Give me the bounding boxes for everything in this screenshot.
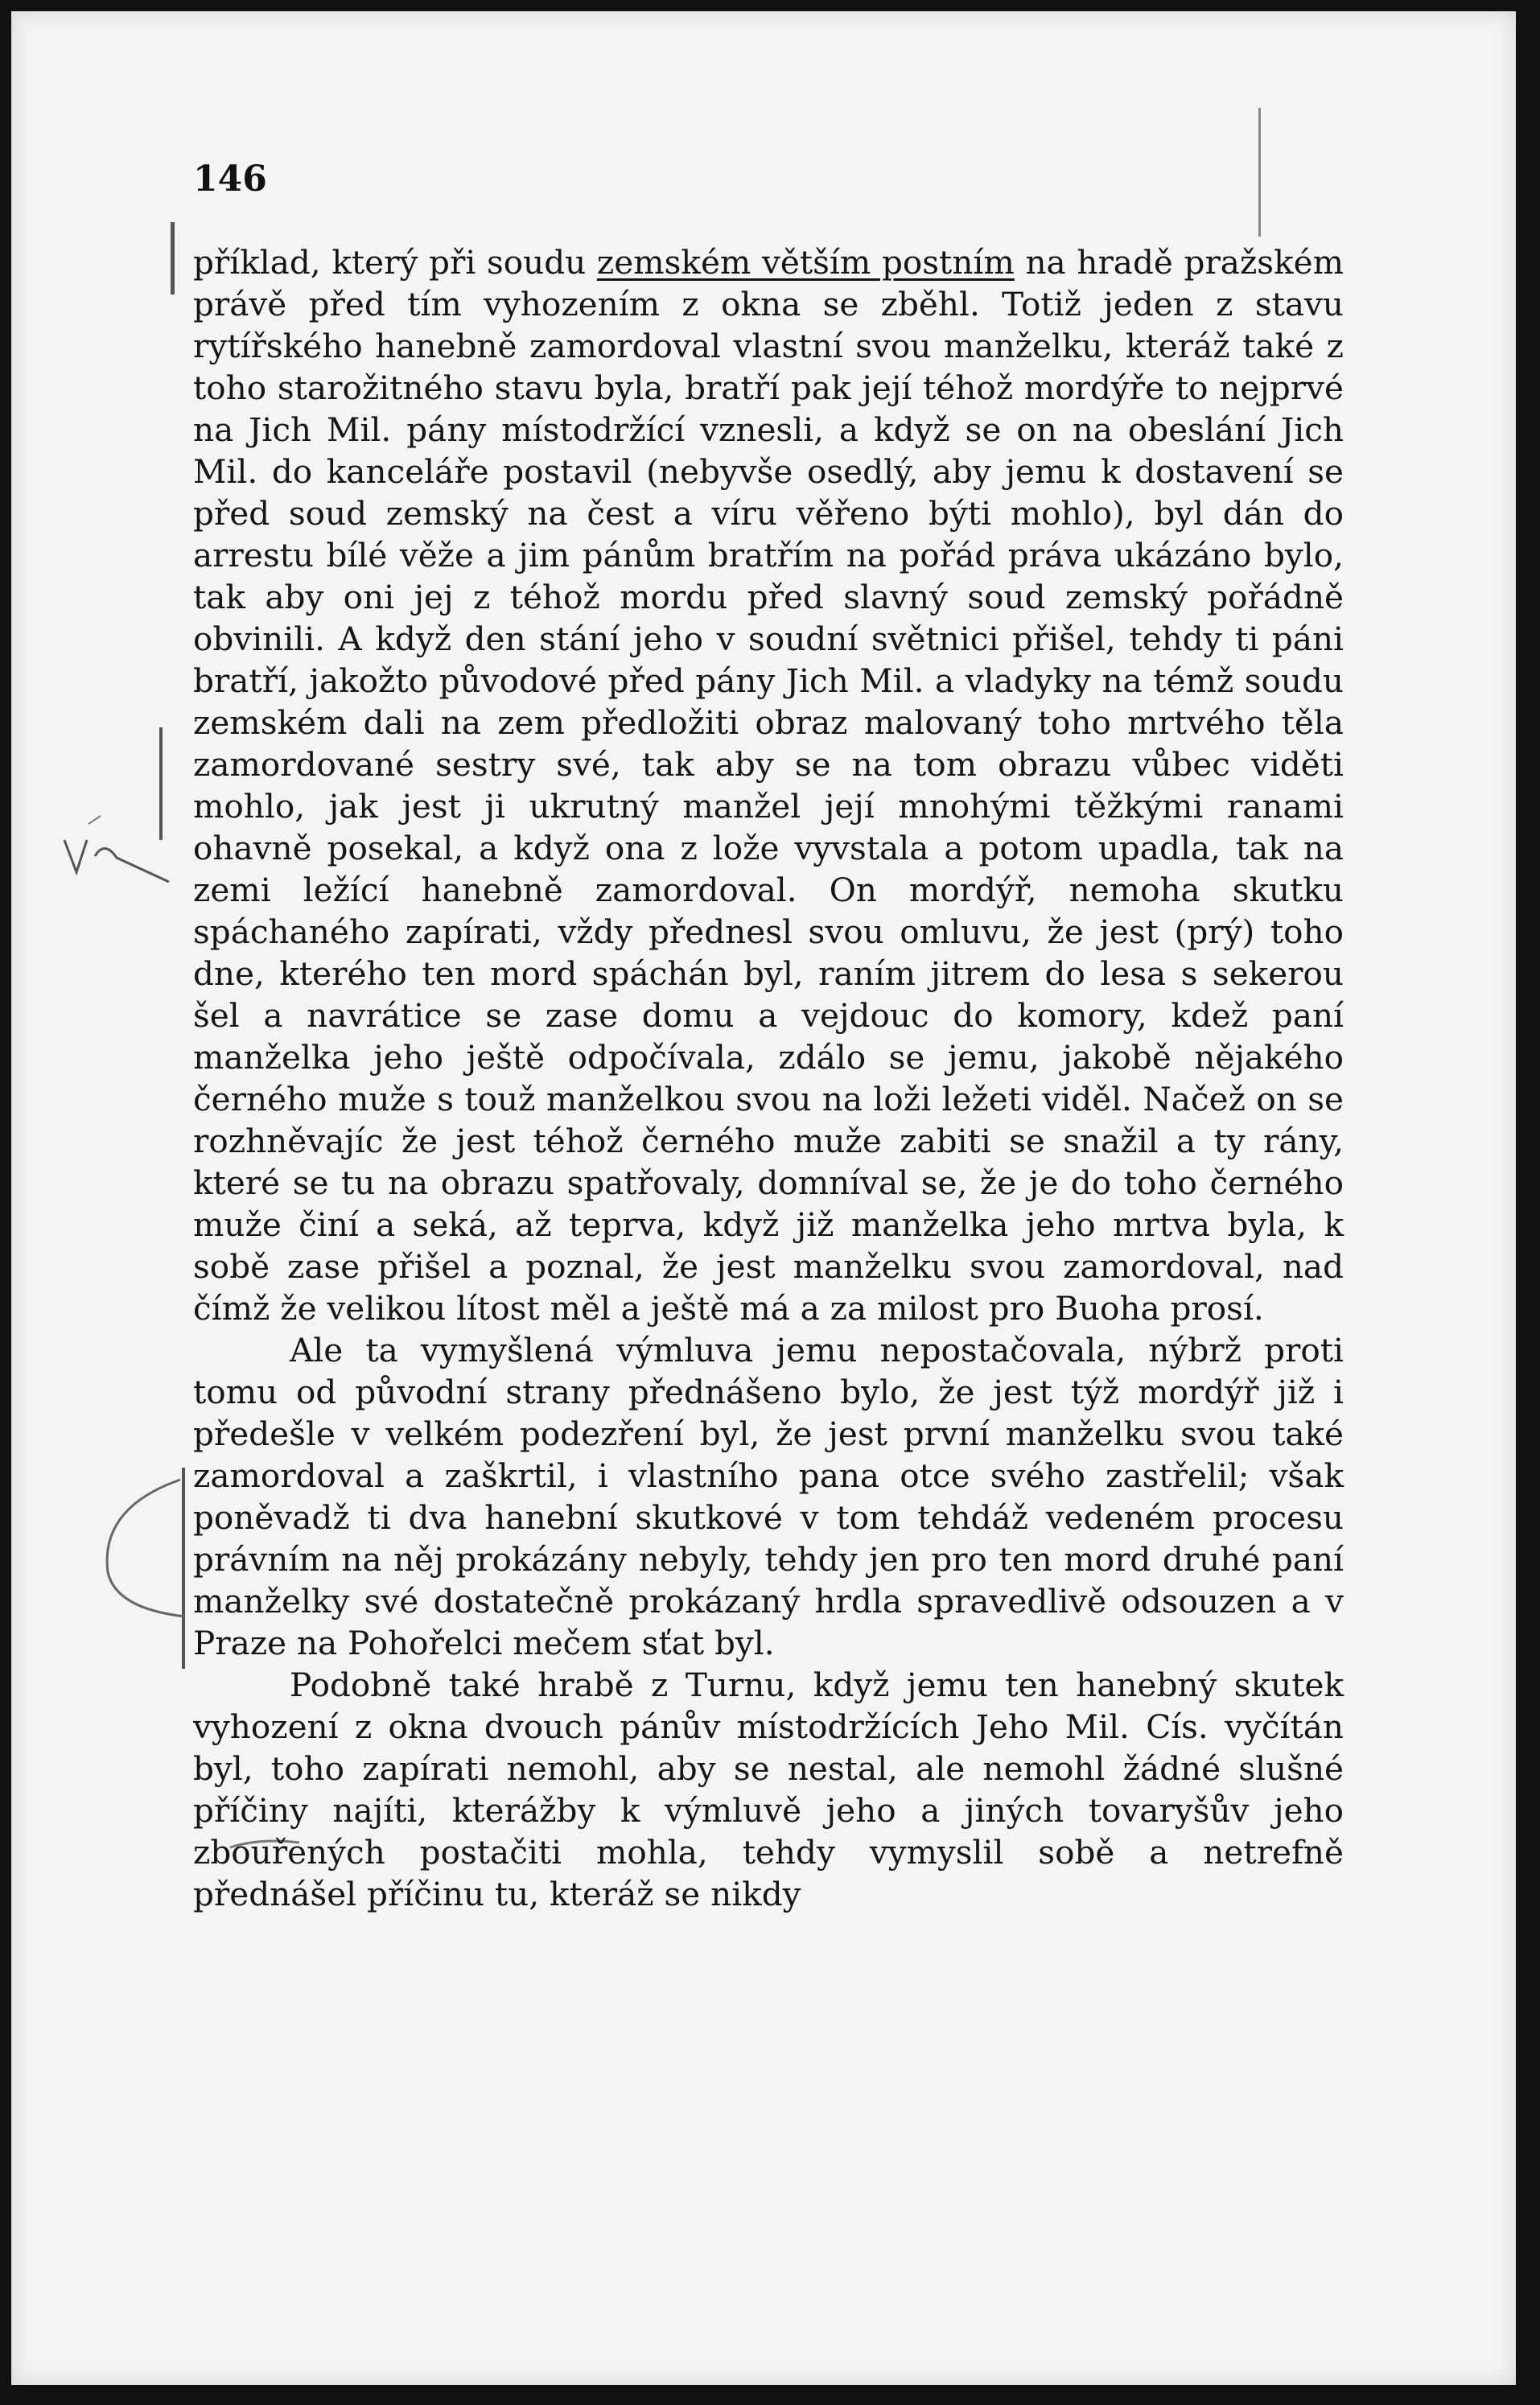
paragraph: Ale ta vymyšlená výmluva jemu nepostačovala, nýbrž proti tomu od původní strany přednášeno bylo, že jest týž mordýř již i předešle v velkém podezření byl, že jest první manželku svou také zamordoval a zaškrtil, i vlastního pana otce svého zastřelil; však poněvadž ti dva hanební skutkové v tom tehdáž vedeném procesu právním na něj prokázány nebyly, tehdy jen pro ten mord druhé paní manželky své dostatečně prokázaný hrdla spravedlivě odsouzen a v Praze na Pohořelci mečem sťat byl. xyxy=(193,1331,1344,1662)
body-text xyxy=(193,241,1344,1915)
pencil-bracket-icon xyxy=(84,1476,188,1620)
pencil-scribble-icon xyxy=(56,808,177,912)
pencil-mark-top xyxy=(1258,108,1261,237)
paragraph: Podobně také hrabě z Turnu, když jemu ten hanebný skutek vyhození z okna dvouch pánův místodržících Jeho Mil. Cís. vyčítán byl, toho zapírati nemohl, aby se nestal, ale nemohl žádné slušné příčiny najíti, kterážby k výmluvě jeho a jiných tovaryšův jeho zbouřených postačiti mohla, tehdy vymyslil sobě a netrefně přednášel příčinu tu, kteráž se nikdy xyxy=(193,1666,1344,1913)
page-number: 146 xyxy=(193,159,267,200)
paragraph-lead: příklad, který při soudu xyxy=(193,243,597,282)
underlined-phrase: zemském větším postním xyxy=(596,243,1015,282)
paragraph xyxy=(193,241,1344,1329)
paragraph-rest: na hradě pražském právě před tím vyhozením z okna se zběhl. Totiž jeden z stavu rytířského hanebně zamordoval vlastní svou manželku, kteráž také z toho starožitného stavu byla, bratří pak její téhož mordýře to nejprvé na Jich Mil. pány místodržící vznesli, a když se on na obeslání Jich Mil. do kanceláře postavil (nebyvše osedlý, aby jemu k dostavení se před soud zemský na čest a víru věřeno býti mohlo), byl dán do arrestu bílé věže a jim pánům bratřím na pořád práva ukázáno bylo, tak aby oni jej z téhož mordu před slavný soud zemský pořádně obvinili. A když den stání jeho v soudní světnici přišel, tehdy ti páni bratří, jakožto původové před pány Jich Mil. a vladyky na témž soudu zemském dali na zem předložiti obraz malovaný toho mrtvého těla zamordované sestry své, tak aby se na tom obrazu vůbec viděti mohlo, jak jest ji ukrutný manžel její mnohými těžkými ranami ohavně posekal, a když ona z lože vyvstala a potom upadla, tak na zemi ležící hanebně zamordoval. On mordýř, nemoha skutku spáchaného zapírati, vždy přednesl svou omluvu, že jest (prý) toho dne, kterého ten mord spáchán byl, raním jitrem do lesa s sekerou šel a navrátice se zase domu a vejdouc do komory, kdež paní manželka jeho ještě odpočívala, zdálo se jemu, jakobě nějakého černého muže s touž manželkou svou na loži ležeti viděl. Načež on se rozhněvajíc že jest téhož černého muže zabiti se snažil a ty rány, které se tu na obrazu spatřovaly, domníval se, že je do toho černého muže činí a seká, až teprva, když již manželka jeho mrtva byla, k sobě zase přišel a poznal, že jest manželku svou zamordoval, nad čímž že velikou lítost měl a ještě má a za milost pro Buoha prosí. xyxy=(193,243,1344,1328)
margin-bar-mark xyxy=(171,222,175,294)
book-page xyxy=(11,11,1516,2385)
